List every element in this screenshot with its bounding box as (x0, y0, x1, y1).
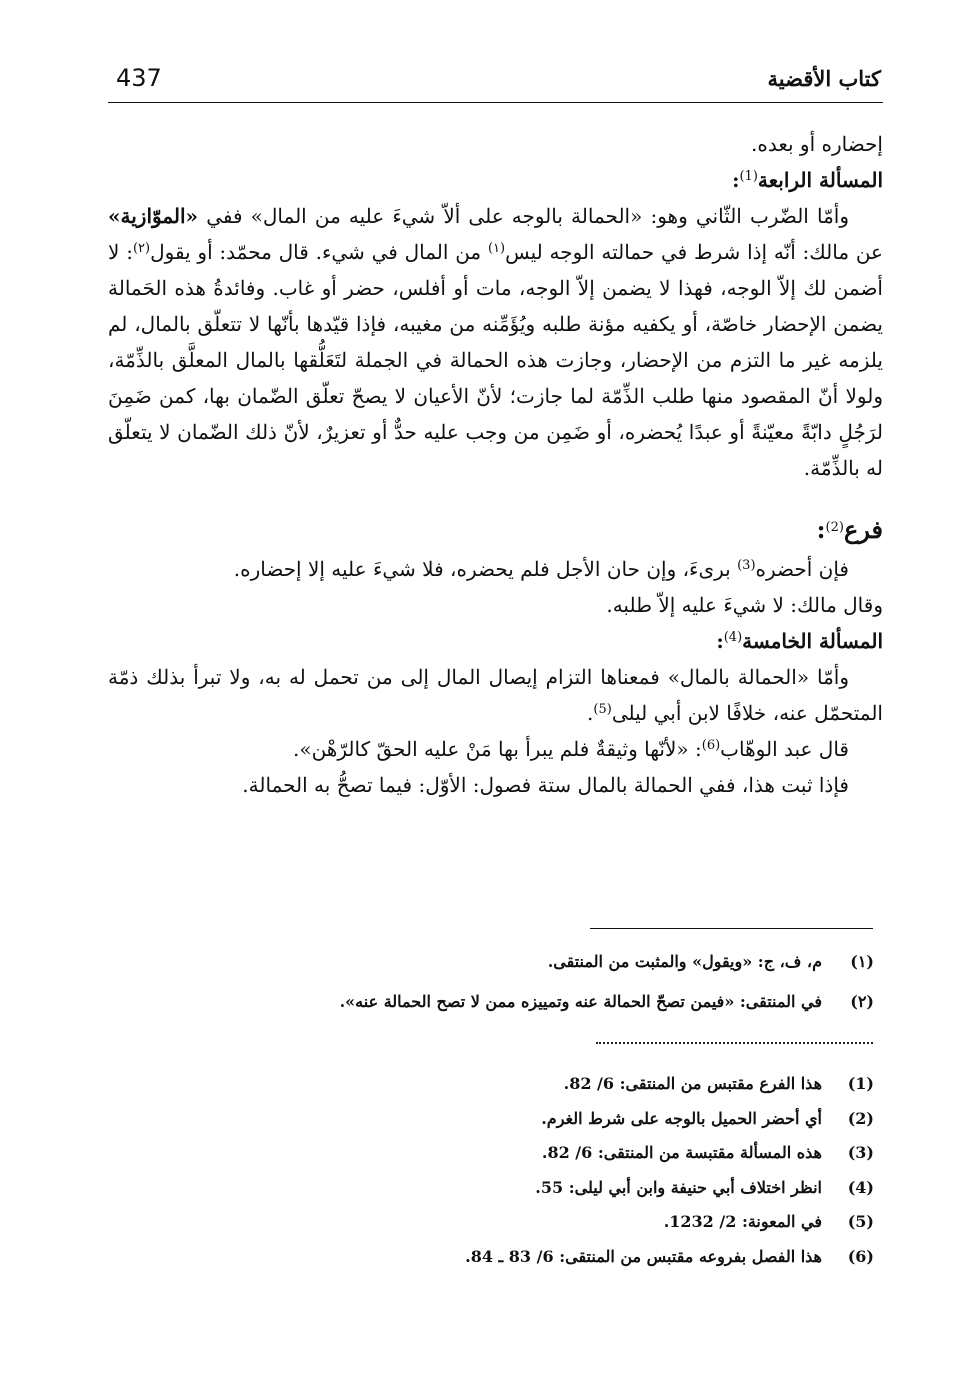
heading-colon: : (732, 168, 740, 192)
paragraph: إحضاره أو بعده. (751, 132, 883, 156)
text-span: برىءَ، وإن حان الأجل فلم يحضره، فلا شيءَ عليه إلا إحضاره. (233, 557, 738, 582)
footnote-dotted-separator (596, 1042, 873, 1044)
paragraph: وقال مالك: لا شيءَ عليه إلاّ طلبه. (606, 593, 883, 618)
footnote-separator (590, 928, 873, 929)
footnote-text: في المنتقى: «فيمن تصحّ الحمالة عنه وتمييزه ممن لا تصح الحمالة عنه». (339, 992, 822, 1011)
heading-text: المسألة الرابعة (757, 168, 883, 192)
footnote-ref[interactable]: (3) (737, 558, 756, 574)
paragraph: فإذا ثبت هذا، ففي الحمالة بالمال ستة فصول: الأوّل: فيما تصحُّ به الحمالة. (242, 773, 849, 798)
text-span: من المال في شيء. قال محمّد: أو يقول (150, 240, 488, 264)
footnote-text: هذا الفرع مقتبس من المنتقى: 6/ 82. (563, 1074, 822, 1093)
footnote-ref[interactable]: (5) (593, 702, 612, 718)
footnote-text: في المعونة: 2/ 1232. (663, 1212, 822, 1231)
footnote-number: (1) (847, 1074, 874, 1093)
heading-colon: : (716, 629, 724, 654)
footnotes-arabic (108, 952, 874, 1032)
text-span: وأمّا «الحمالة بالمال» فمعناها التزام إيصال المال إلى من تحمل له به، ولا تبرأ بذلك ذمّة المتحمّل عنه، خلافًا لابن أبي ليلى (108, 665, 883, 726)
footnote-number: (2) (847, 1108, 874, 1128)
footnote-number: (٢) (850, 992, 874, 1011)
book-name-mawaziya: «الموّازية» (108, 204, 199, 228)
text-span: فإن أحضره (755, 557, 849, 582)
footnote-item (108, 1178, 874, 1213)
footnote-text: هذا الفصل بفروعه مقتبس من المنتقى: 6/ 83 ـ 84. (465, 1246, 822, 1266)
footnote-item (108, 1109, 874, 1144)
footnote-ref[interactable]: (1) (739, 169, 758, 184)
heading-text: المسألة الخامسة (742, 629, 883, 654)
footnote-ref[interactable]: (١) (487, 241, 506, 256)
footnote-ref[interactable]: (2) (825, 520, 844, 535)
main-text (108, 126, 883, 803)
footnote-number: (3) (847, 1143, 874, 1162)
section-heading-fara (108, 508, 883, 551)
paragraph (108, 551, 883, 587)
footnote-ref[interactable]: (6) (701, 738, 721, 754)
text-span: . (587, 701, 594, 726)
footnote-ref[interactable]: (٢) (132, 241, 151, 256)
footnote-item (108, 1212, 874, 1247)
section-heading-fourth (108, 162, 883, 198)
text-span: عن مالك: أنّه إذا شرط في حمالته الوجه ليس (505, 240, 883, 264)
text-span: قال عبد الوهّاب (720, 737, 849, 762)
footnote-number: (١) (850, 952, 874, 971)
text-span: : لا أضمن لك إلاّ الوجه، فهذا لا يضمن إلاّ الوجه، مات أو أفلس، حضر أو غاب. وفائدةُ هذه الحَمالة يضمن الإحضار خاصّة، أو يكفيه مؤنة طلبه ويُؤَمِّنه من مغيبه، فإذا قيّدها بأنّها لا تتعلّق بالمال، لم يلزمه غير ما التزم من الإحضار، وجازت هذه الحمالة في الجملة لتَعَلُّقها بالمال المعلَّق بالذِّمّة، ولولا أنّ المقصود منها طلب الذِّمّة لما جازت؛ لأنّ الأعيان لا يصحّ تعلّق الضّمان بها، كمن ضَمِنَ لرَجُلٍ دابّةً معيّنةً أو عبدًا يُحضره، أو ضَمِن من وجب عليه حدٌّ أو تعزيرٌ، لأنّ ذلك الضّمان لا يتعلّق له بالذِّمّة. (108, 240, 883, 480)
footnote-number: (6) (847, 1246, 874, 1266)
footnote-ref[interactable]: (4) (723, 630, 743, 646)
page-header (108, 62, 883, 103)
footnote-text: أي أحضر الحميل بالوجه على شرط الغرم. (541, 1108, 822, 1128)
footnote-text: انظر اختلاف أبي حنيفة وابن أبي ليلى: 55. (535, 1177, 822, 1197)
footnote-text: هذه المسألة مقتبسة من المنتقى: 6/ 82. (541, 1143, 822, 1162)
paragraph (108, 659, 883, 731)
footnote-number: (4) (847, 1177, 874, 1197)
heading-colon: : (816, 515, 826, 544)
heading-text: فرع (843, 515, 883, 544)
text-span: : «لأنّها وثيقةٌ فلم يبرأ بها مَنْ عليه الحقّ كالرّهْن». (292, 737, 702, 762)
footnote-item (108, 952, 874, 992)
paragraph (108, 198, 883, 486)
footnote-item (108, 1247, 874, 1282)
footnotes-editor (108, 1074, 874, 1281)
section-heading-fifth (108, 623, 883, 659)
footnote-item (108, 1143, 874, 1178)
page-number: 437 (116, 64, 162, 92)
paragraph (108, 731, 883, 767)
footnote-item (108, 1074, 874, 1109)
book-title: كتاب الأقضية (767, 66, 881, 91)
text-span: وأمّا الضّرب الثّاني وهو: «الحمالة بالوجه على ألاّ شيءَ عليه من المال» ففي (198, 204, 849, 228)
footnote-item (108, 992, 874, 1032)
footnote-text: م، ف، ج: «ويقول» والمثبت من المنتقى. (547, 952, 822, 971)
footnote-number: (5) (847, 1212, 874, 1231)
